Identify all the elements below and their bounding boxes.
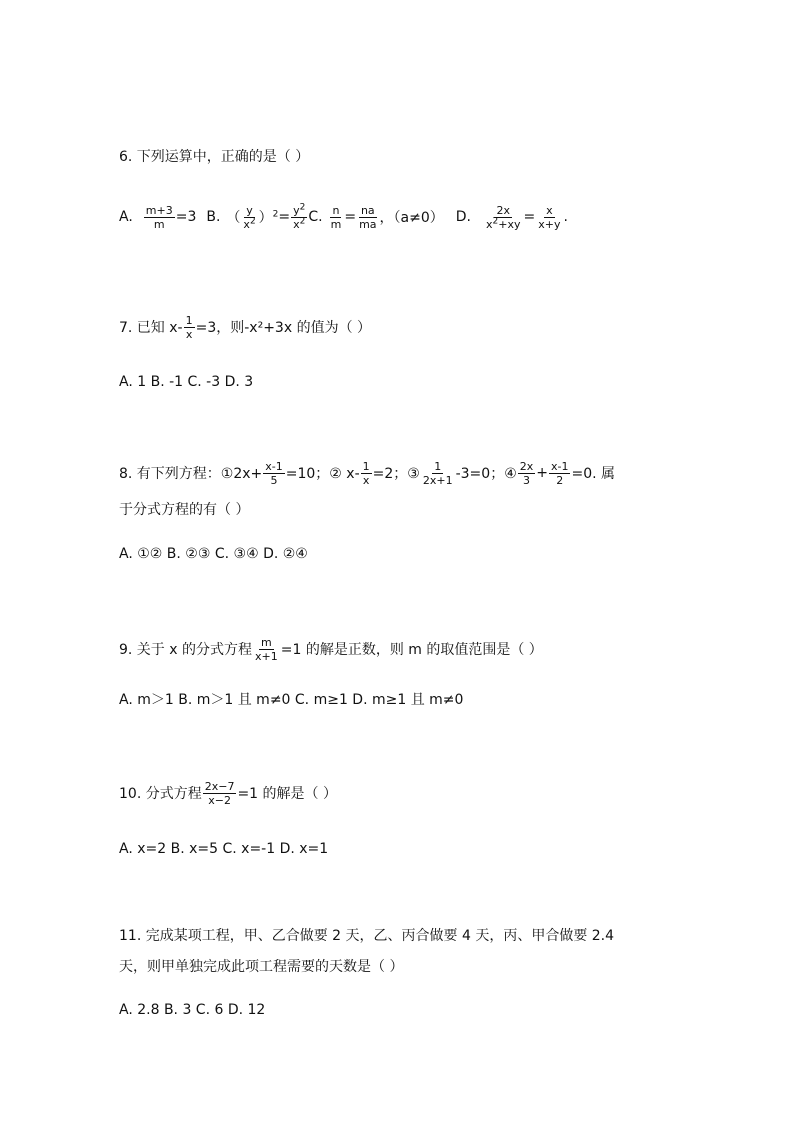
q10-post: =1 的解是（ ） [237, 786, 337, 802]
q6-option-a-fraction [144, 204, 175, 231]
fraction-numerator: m [261, 635, 272, 649]
q6-option-c-label: C. [308, 209, 323, 225]
q6-stem: 6. 下列运算中，正确的是（ ） [119, 149, 310, 165]
fraction-numerator: na [360, 203, 375, 217]
q7-options: A. 1 B. -1 C. -3 D. 3 [119, 374, 254, 390]
fraction-numerator: m+3 [145, 203, 173, 217]
fraction-denominator: x+1 [255, 649, 278, 663]
q6-option-a-rhs: =3 [175, 209, 197, 225]
fraction-denominator: ma [359, 217, 377, 231]
fraction-denominator: x [185, 327, 193, 341]
fraction-numerator: n [332, 203, 340, 217]
q6-option-c-fraction-2 [357, 204, 378, 231]
fraction-numerator: x-1 [551, 459, 569, 473]
q11-options: A. 2.8 B. 3 C. 6 D. 12 [119, 1002, 266, 1018]
q10-options: A. x=2 B. x=5 C. x=-1 D. x=1 [119, 841, 329, 857]
q9-stem [119, 634, 543, 664]
q9-options: A. m＞1 B. m＞1 且 m≠0 C. m≥1 D. m≥1 且 m≠0 [119, 692, 464, 708]
fraction-numerator: 1 [434, 459, 442, 473]
fraction-denominator: m [330, 217, 342, 231]
q8-fraction-1 [263, 460, 284, 487]
fraction-denominator: $x^2+xy$ [486, 215, 521, 231]
q6-option-d-fraction-2 [536, 204, 562, 231]
q10-stem [119, 778, 337, 808]
q8-fraction-2 [361, 460, 372, 487]
q8-options: A. ①② B. ②③ C. ③④ D. ②④ [119, 546, 308, 562]
fraction-denominator: 5 [270, 473, 278, 487]
q6-option-b-fraction-2 [291, 201, 307, 231]
q10-pre: 10. 分式方程 [119, 786, 202, 802]
q7-fraction [184, 314, 195, 341]
fraction-numerator: 2x [496, 203, 510, 217]
fraction-numerator: y [246, 203, 253, 217]
q9-pre: 9. 关于 x 的分式方程 [119, 642, 252, 658]
q11-stem-line-2: 天，则甲单独完成此项工程需要的天数是（ ） [119, 959, 404, 975]
q6-option-b-open: （ [226, 210, 241, 226]
q6-option-a-label: A. [119, 209, 133, 225]
q7-stem-pre: 7. 已知 x- [119, 320, 183, 336]
q6-option-d-end: . [563, 209, 568, 225]
fraction-denominator: 2x+1 [422, 473, 453, 487]
fraction-numerator: 1 [185, 313, 193, 327]
q8-fraction-4 [518, 460, 536, 487]
q8-fraction-3 [421, 460, 455, 487]
q8-mid-1: =10；② x- [285, 466, 360, 482]
q8-end: =0. 属 [571, 466, 616, 482]
q9-fraction [253, 636, 280, 663]
q6-option-c-fraction-1 [329, 204, 344, 231]
q6-option-d-fraction-1 [484, 204, 523, 231]
q6-option-b-eq: = [278, 209, 291, 225]
q8-stem-line-1 [119, 458, 615, 488]
q6-option-c-condition: ，（a≠0） [379, 210, 444, 226]
q8-mid-2: =2；③ [372, 466, 420, 482]
q9-post: =1 的解是正数，则 m 的取值范围是（ ） [280, 642, 543, 658]
q7-stem-post: =3，则-x²+3x 的值为（ ） [195, 320, 372, 336]
fraction-numerator: x [546, 203, 553, 217]
q8-pre: 8. 有下列方程：①2x+ [119, 466, 263, 482]
fraction-denominator: x [362, 473, 370, 487]
q10-fraction [203, 780, 237, 807]
q11-stem-line-1: 11. 完成某项工程，甲、乙合做要 2 天，乙、丙合做要 4 天，丙、甲合做要 2.4 [119, 928, 615, 944]
q6-option-d-eq: = [523, 209, 536, 225]
fraction-numerator: 1 [362, 459, 370, 473]
fraction-numerator: x-1 [265, 459, 283, 473]
q8-fraction-5 [549, 460, 570, 487]
fraction-numerator: 2x−7 [204, 779, 235, 793]
fraction-numerator: 2x [519, 459, 534, 473]
q6-option-c-eq: = [344, 209, 357, 225]
fraction-denominator: 3 [523, 473, 530, 487]
q6-option-d-label: D. [455, 209, 471, 225]
q8-stem-line-2: 于分式方程的有（ ） [119, 502, 250, 518]
q7-stem [119, 312, 371, 342]
fraction-denominator: 2 [556, 473, 564, 487]
fraction-denominator: x−2 [208, 793, 231, 807]
q6-options [119, 203, 568, 231]
q6-option-b-label: B. [206, 209, 221, 225]
q8-mid-3: -3=0；④ [455, 466, 517, 482]
fraction-denominator: $x^2$ [293, 215, 306, 231]
fraction-denominator: m [153, 217, 165, 231]
fraction-numerator: $y^2$ [293, 201, 306, 217]
q6-option-b-close: ）$^2$ [258, 209, 279, 226]
fraction-denominator: $x^2$ [243, 215, 256, 231]
q8-plus: + [536, 465, 548, 481]
q6-option-b-fraction [241, 204, 257, 231]
fraction-denominator: x+y [538, 217, 561, 231]
